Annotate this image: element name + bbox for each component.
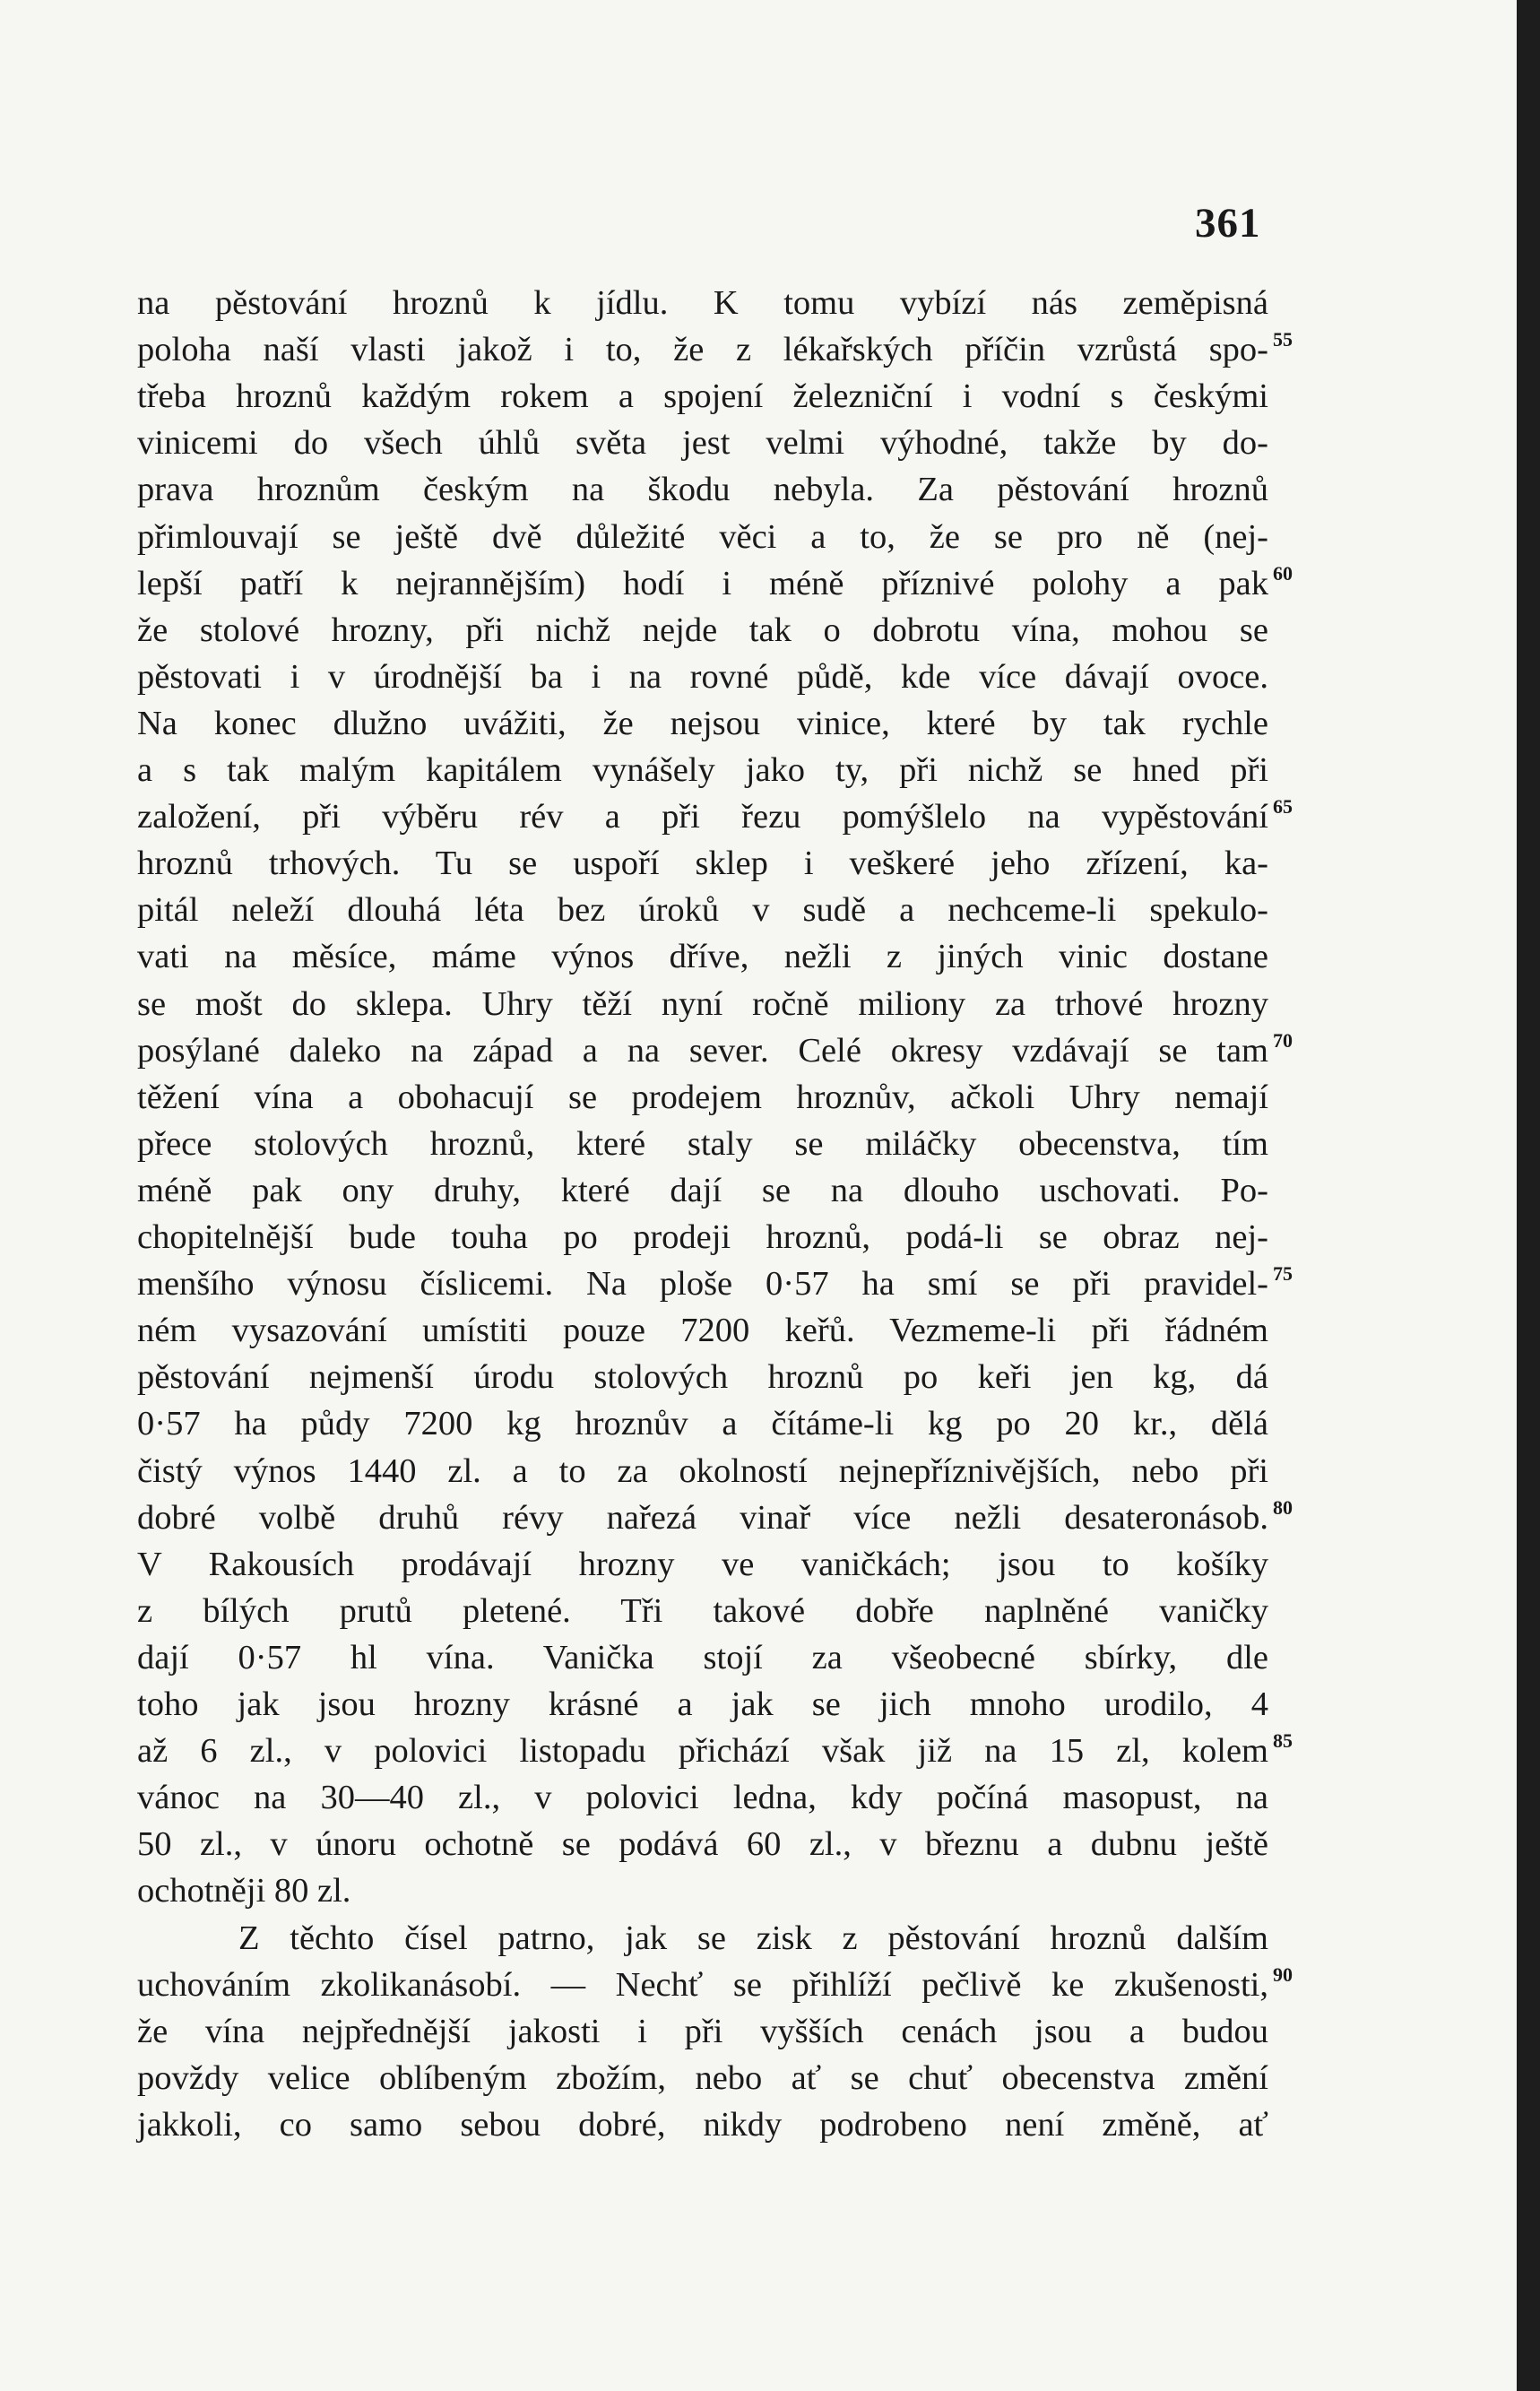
text-line: posýlané daleko na západ a na sever. Celé okresy vzdávají se tam <box>137 1031 1268 1070</box>
margin-line-number: 70 <box>1273 1028 1293 1052</box>
text-line: méně pak ony druhy, které dají se na dlouho uschovati. Po- <box>137 1171 1268 1209</box>
text-line: a s tak malým kapitálem vynášely jako ty, při nichž se hned při <box>137 751 1268 789</box>
text-line: se mošt do sklepa. Uhry těží nyní ročně miliony za trhové hrozny <box>137 984 1268 1023</box>
margin-line-number: 65 <box>1273 795 1293 819</box>
text-line: hroznů trhových. Tu se uspoří sklep i veškeré jeho zřízení, ka- <box>137 845 1268 883</box>
page-number: 361 <box>1195 200 1261 247</box>
text-line: lepší patří k nejrannějším) hodí i méně příznivé polohy a pak <box>137 564 1268 602</box>
text-line: že stolové hrozny, při nichž nejde tak o dobrotu vína, mohou se <box>137 611 1268 649</box>
text-line: vinicemi do všech úhlů světa jest velmi výhodné, takže by do- <box>137 424 1268 463</box>
text-line: těžení vína a obohacují se prodejem hroznův, ačkoli Uhry nemají <box>137 1078 1268 1116</box>
margin-line-number: 60 <box>1273 561 1293 585</box>
text-line: vati na měsíce, máme výnos dříve, nežli z jiných vinic dostane <box>137 938 1268 976</box>
text-line: poloha naší vlasti jakož i to, že z lékařských příčin vzrůstá spo- <box>137 331 1268 369</box>
text-line: V Rakousích prodávají hrozny ve vaničkách; jsou to košíky <box>137 1545 1268 1583</box>
text-line: dobré volbě druhů révy nařezá vinař více nežli desateronásob. <box>137 1498 1268 1537</box>
text-line: na pěstování hroznů k jídlu. K tomu vybízí nás zeměpisná <box>137 284 1268 322</box>
text-line: čistý výnos 1440 zl. a to za okolností nejnepříznivějších, nebo při <box>137 1451 1268 1490</box>
text-line: prava hroznům českým na škodu nebyla. Za pěstování hroznů <box>137 471 1268 509</box>
text-line: uchováním zkolikanásobí. — Nechť se přihlíží pečlivě ke zkušenosti, <box>137 1965 1268 2004</box>
margin-line-number: 90 <box>1273 1962 1293 1986</box>
text-line: Na konec dlužno uvážiti, že nejsou vinice, které by tak rychle <box>137 704 1268 742</box>
text-line: menšího výnosu číslicemi. Na ploše 0·57 ha smí se při pravidel- <box>137 1265 1268 1304</box>
text-line: přimlouvají se ještě dvě důležité věci a to, že se pro ně (nej- <box>137 517 1268 556</box>
text-line: 50 zl., v únoru ochotně se podává 60 zl., v březnu a dubnu ještě <box>137 1825 1268 1864</box>
margin-line-number: 75 <box>1273 1262 1293 1286</box>
margin-line-number: 85 <box>1273 1729 1293 1753</box>
text-line: až 6 zl., v polovici listopadu přichází však již na 15 zl, kolem <box>137 1732 1268 1771</box>
text-line: 0·57 ha půdy 7200 kg hroznův a čítáme-li kg po 20 kr., dělá <box>137 1405 1268 1443</box>
text-line: přece stolových hroznů, které staly se miláčky obecenstva, tím <box>137 1124 1268 1163</box>
text-line: ochotněji 80 zl. <box>137 1872 351 1910</box>
text-line: pěstovati i v úrodnější ba i na rovné půdě, kde více dávají ovoce. <box>137 657 1268 696</box>
text-line: ném vysazování umístiti pouze 7200 keřů. Vezmeme-li při řádném <box>137 1312 1268 1350</box>
margin-line-number: 80 <box>1273 1495 1293 1519</box>
text-line: chopitelnější bude touha po prodeji hroznů, podá-li se obraz nej- <box>137 1218 1268 1256</box>
text-line: z bílých prutů pletené. Tři takové dobře naplněné vaničky <box>137 1591 1268 1630</box>
margin-line-number: 55 <box>1273 328 1293 351</box>
text-line: pitál neleží dlouhá léta bez úroků v sudě a nechceme-li spekulo- <box>137 891 1268 930</box>
text-line: že vína nejpřednější jakosti i při vyšších cenách jsou a budou <box>137 2012 1268 2050</box>
text-line: povždy velice oblíbeným zbožím, nebo ať se chuť obecenstva změní <box>137 2058 1268 2097</box>
text-line: třeba hroznů každým rokem a spojení železniční i vodní s českými <box>137 377 1268 416</box>
text-line: Z těchto čísel patrno, jak se zisk z pěstování hroznů dalším <box>238 1919 1268 1957</box>
text-line: dají 0·57 hl vína. Vanička stojí za všeobecné sbírky, dle <box>137 1638 1268 1676</box>
text-line: jakkoli, co samo sebou dobré, nikdy podrobeno není změně, ať <box>137 2105 1268 2144</box>
text-line: pěstování nejmenší úrodu stolových hroznů po keři jen kg, dá <box>137 1358 1268 1397</box>
text-line: vánoc na 30—40 zl., v polovici ledna, kdy počíná masopust, na <box>137 1779 1268 1817</box>
text-line: toho jak jsou hrozny krásné a jak se jich mnoho urodilo, 4 <box>137 1685 1268 1723</box>
text-line: založení, při výběru rév a při řezu pomýšlelo na vypěstování <box>137 798 1268 836</box>
